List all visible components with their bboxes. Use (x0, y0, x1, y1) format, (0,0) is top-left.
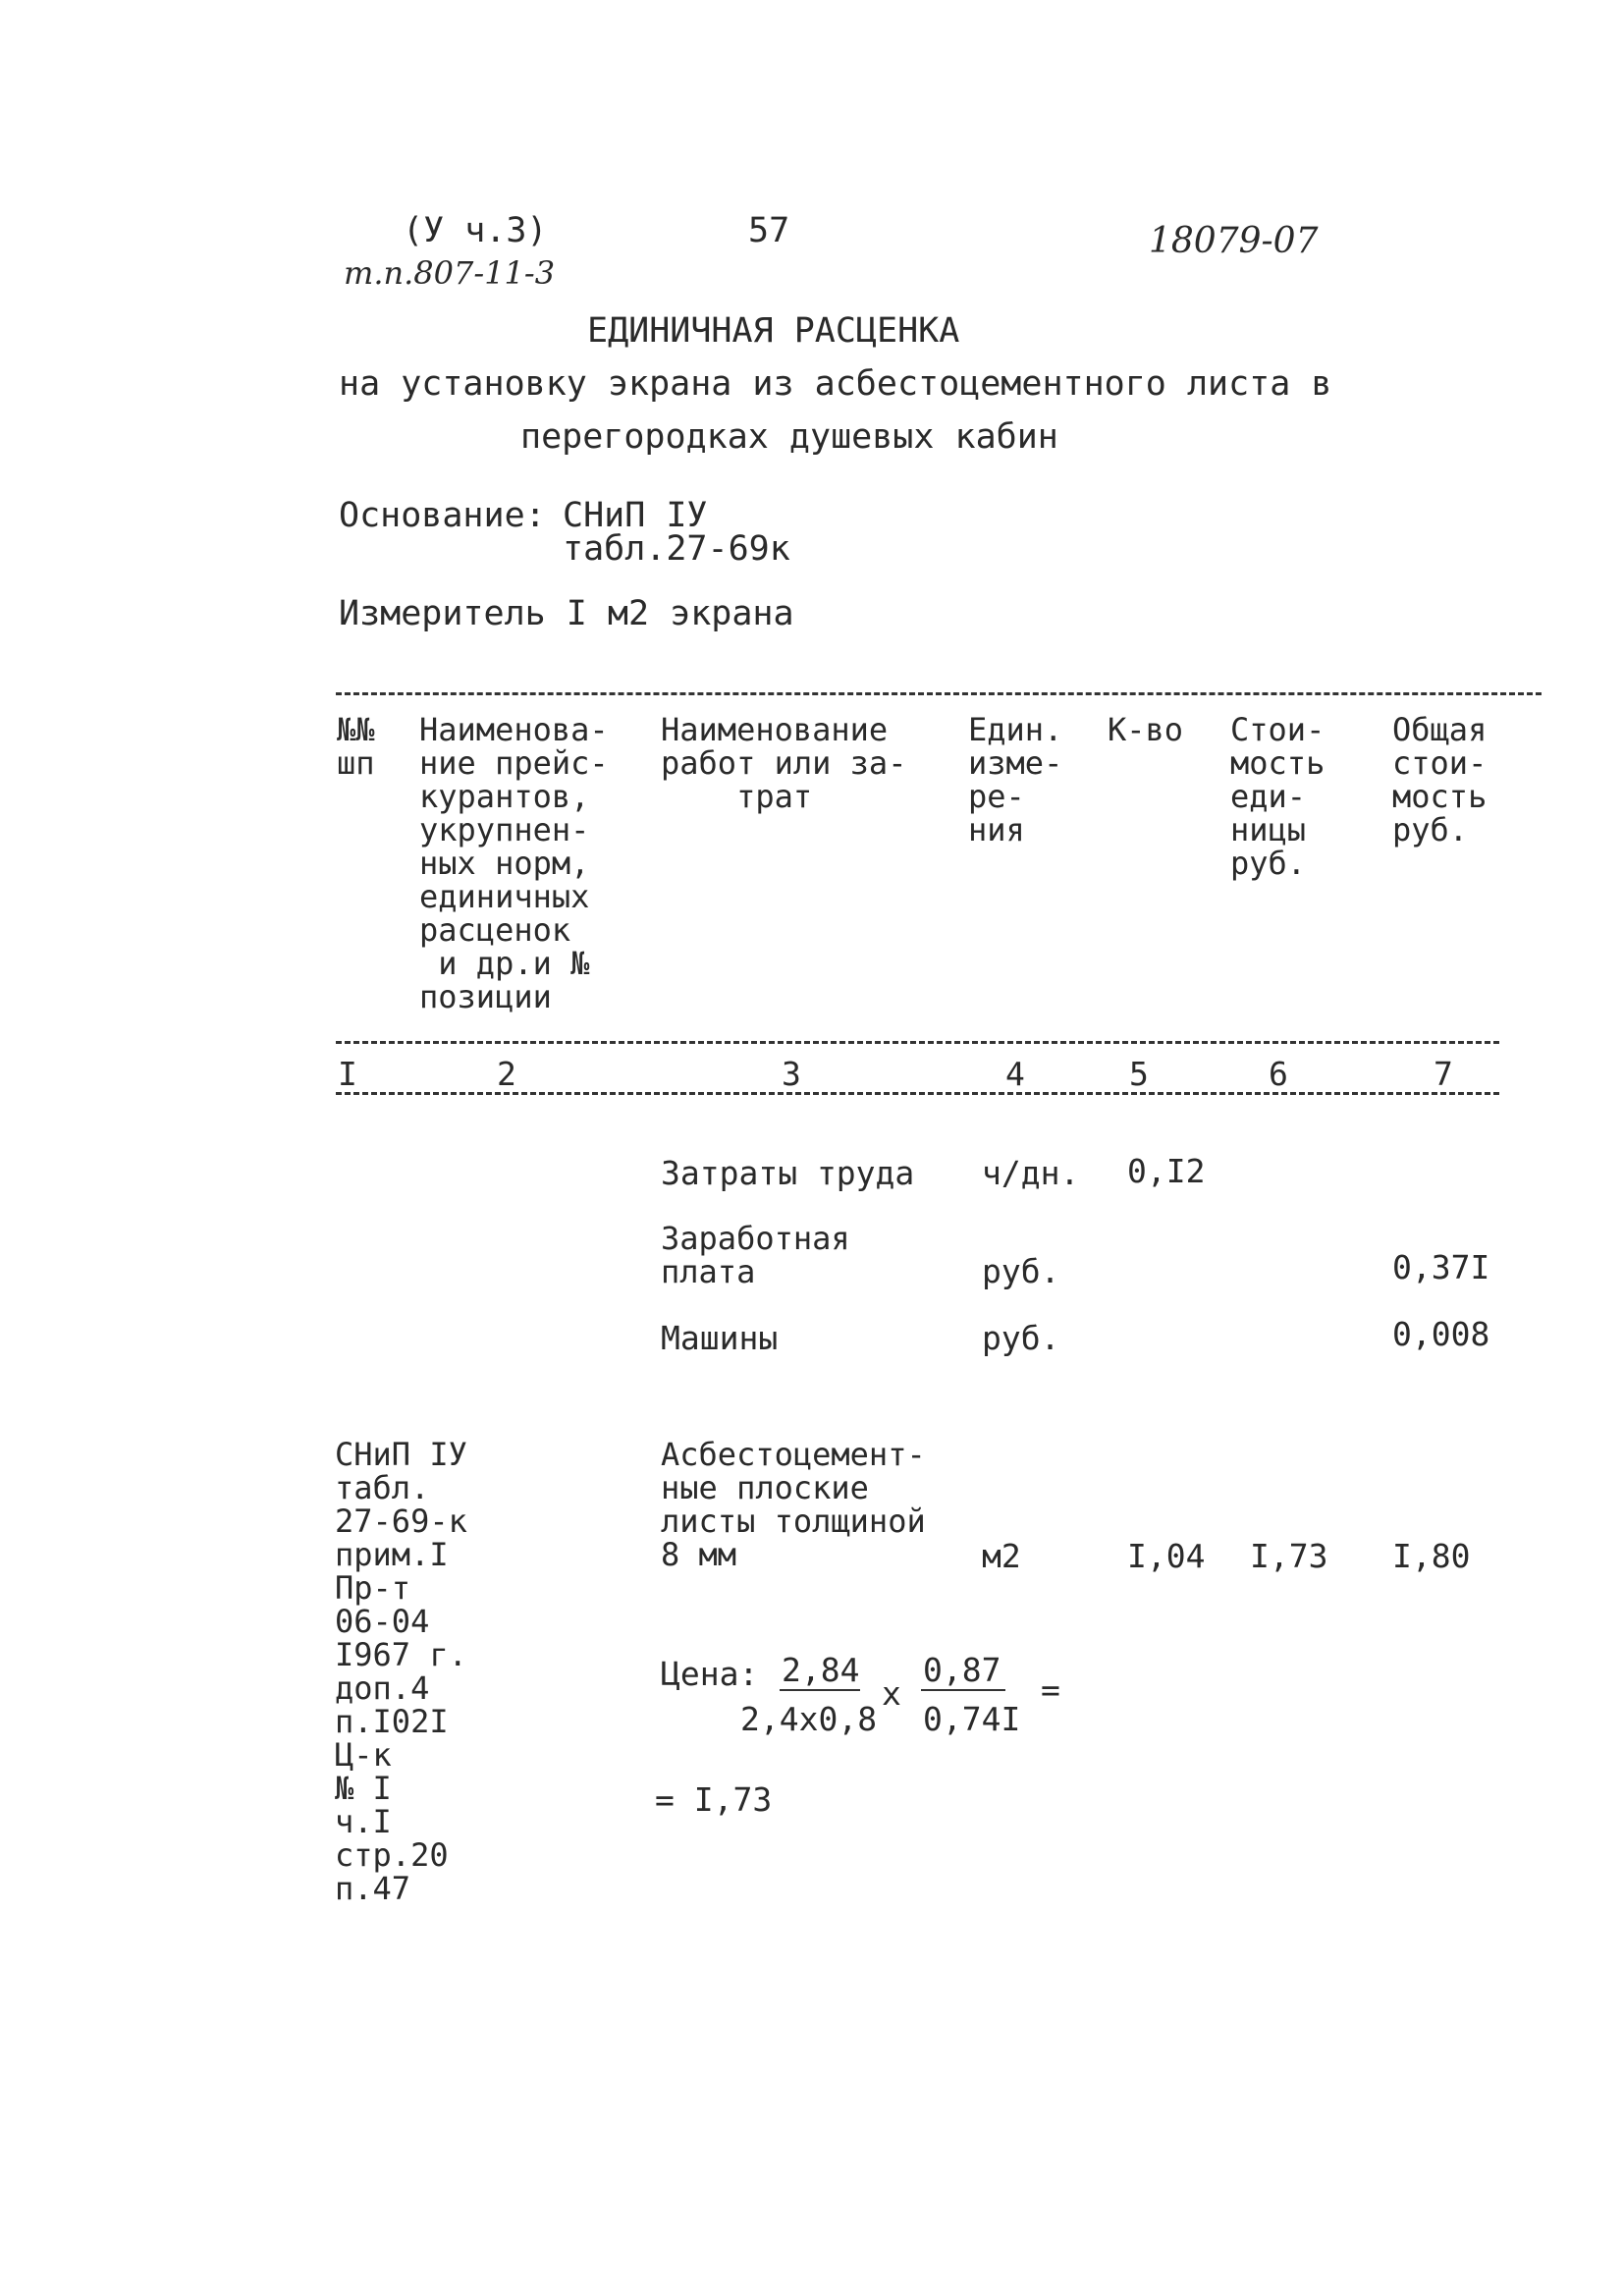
material-name: Асбестоцемент- ные плоские листы толщиной 8 мм (661, 1436, 926, 1573)
wages-total: 0,37I (1392, 1248, 1490, 1286)
column-number-6: 6 (1269, 1055, 1288, 1093)
price-numerator-1: 2,84 (782, 1651, 860, 1689)
material-unit: м2 (982, 1537, 1021, 1575)
basis-value-table: табл.27-69к (563, 529, 790, 569)
header-row-number: №№ шп (337, 711, 375, 782)
column-number-2: 2 (497, 1055, 516, 1093)
price-denominator-2: 0,74I (923, 1700, 1021, 1738)
page-number: 57 (748, 211, 790, 250)
wages-name: Заработная плата (661, 1220, 850, 1290)
column-number-rule (336, 1092, 1499, 1095)
header-total-cost: Общая стои- мость руб. (1392, 711, 1488, 848)
header-bottom-rule (336, 1041, 1499, 1044)
price-result: = I,73 (655, 1780, 773, 1819)
column-number-1: I (338, 1055, 357, 1093)
labor-quantity: 0,I2 (1127, 1152, 1206, 1190)
wages-unit: руб. (982, 1252, 1060, 1290)
basis-label: Основание: (339, 496, 546, 535)
header-unit-cost: Стои- мость еди- ницы руб. (1230, 711, 1325, 882)
column-number-3: 3 (782, 1055, 801, 1093)
machines-name: Машины (661, 1319, 779, 1357)
column-number-7: 7 (1434, 1055, 1453, 1093)
header-price-list-name: Наименова- ние прейс- курантов, укрупнен- ных норм, единичных расценок и др.и № позиции (419, 711, 609, 1015)
column-number-4: 4 (1005, 1055, 1025, 1093)
table-top-rule (336, 692, 1542, 695)
document-subtitle-line1: на установку экрана из асбестоцементного листа в (339, 364, 1332, 404)
document-number: 18079-07 (1149, 221, 1319, 261)
labor-unit: ч/дн. (982, 1154, 1080, 1192)
machines-unit: руб. (982, 1319, 1060, 1357)
material-total: I,80 (1392, 1537, 1471, 1575)
header-work-name: Наименование работ или за- трат (661, 711, 907, 815)
price-denominator-1: 2,4х0,8 (740, 1700, 878, 1738)
basis-value-snip: СНиП IУ (563, 496, 708, 535)
document-subtitle-line2: перегородках душевых кабин (520, 417, 1058, 457)
material-quantity: I,04 (1127, 1537, 1206, 1575)
price-equals-sign: = (1041, 1670, 1060, 1709)
price-multiply-sign: х (882, 1674, 901, 1713)
fraction-bar-2 (921, 1689, 1005, 1691)
header-unit: Един. изме- ре- ния (968, 711, 1063, 848)
measure-unit: Измеритель I м2 экрана (339, 594, 794, 633)
header-quantity: К-во (1108, 711, 1184, 748)
price-numerator-2: 0,87 (923, 1651, 1001, 1689)
fraction-bar-1 (780, 1689, 860, 1691)
project-code: т.п.807-11-3 (344, 254, 556, 292)
material-source: СНиП IУ табл. 27-69-к прим.I Пр-т 06-04 I967 г. доп.4 п.I02I Ц-к № I ч.I стр.20 п.47 (335, 1436, 467, 1907)
labor-name: Затраты труда (661, 1154, 915, 1192)
document-title: ЕДИНИЧНАЯ РАСЦЕНКА (587, 311, 960, 351)
machines-total: 0,008 (1392, 1315, 1490, 1353)
price-label: Цена: (661, 1655, 759, 1693)
column-number-5: 5 (1129, 1055, 1149, 1093)
material-unit-cost: I,73 (1250, 1537, 1328, 1575)
part-reference: (У ч.3) (403, 211, 548, 250)
